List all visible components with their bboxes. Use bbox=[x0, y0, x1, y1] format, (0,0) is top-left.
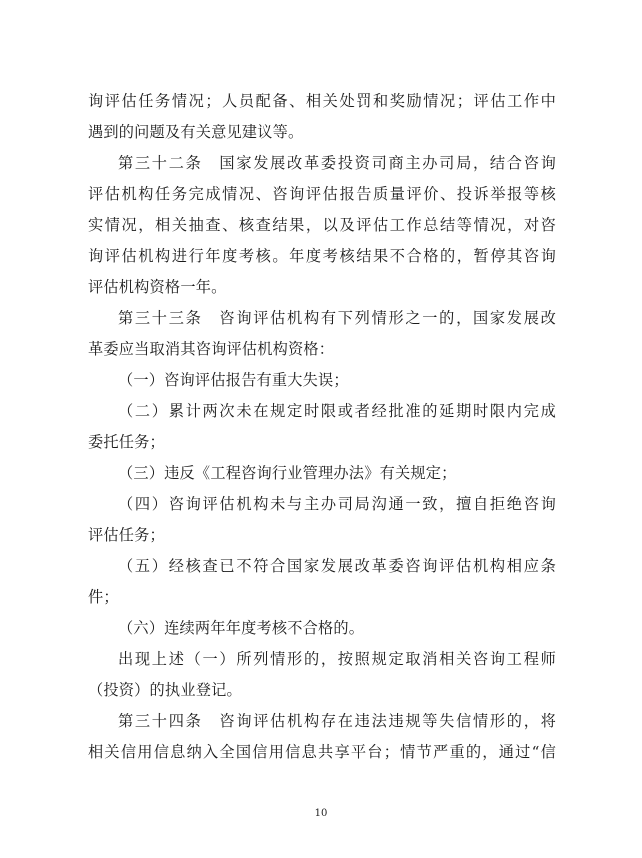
text-line: 询评估任务情况；人员配备、相关处罚和奖励情况；评估工作中 bbox=[88, 92, 556, 110]
text-line: 遇到的问题及有关意见建议等。 bbox=[88, 123, 304, 141]
text-line: 件； bbox=[88, 588, 119, 606]
text-line: 革委应当取消其咨询评估机构资格： bbox=[88, 340, 335, 358]
list-item-4: （四）咨询评估机构未与主办司局沟通一致，擅自拒绝咨询 bbox=[118, 495, 556, 513]
text-line: 实情况，相关抽查、核查结果，以及评估工作总结等情况，对咨 bbox=[88, 216, 556, 234]
article-32-heading-line: 第三十二条 国家发展改革委投资司商主办司局，结合咨询 bbox=[118, 154, 556, 172]
text-line: （投资）的执业登记。 bbox=[88, 681, 242, 699]
page-number: 10 bbox=[314, 808, 328, 819]
text-line: 询评估机构进行年度考核。年度考核结果不合格的，暂停其咨询 bbox=[88, 247, 556, 265]
text-line: 委托任务； bbox=[88, 433, 165, 451]
body-text bbox=[88, 86, 556, 768]
text-line: 评估机构资格一年。 bbox=[88, 278, 227, 296]
text-line: 出现上述（一）所列情形的，按照规定取消相关咨询工程师 bbox=[118, 650, 556, 668]
article-34-heading-line: 第三十四条 咨询评估机构存在违法违规等失信情形的，将 bbox=[118, 712, 556, 730]
list-item-1: （一）咨询评估报告有重大失误； bbox=[118, 371, 349, 389]
text-line: 评估机构任务完成情况、咨询评估报告质量评价、投诉举报等核 bbox=[88, 185, 556, 203]
list-item-2: （二）累计两次未在规定时限或者经批准的延期时限内完成 bbox=[118, 402, 556, 420]
text-line: 相关信用信息纳入全国信用信息共享平台；情节严重的，通过“信 bbox=[88, 743, 556, 761]
list-item-3: （三）违反《工程咨询行业管理办法》有关规定； bbox=[118, 464, 457, 482]
text-line: 评估任务； bbox=[88, 526, 165, 544]
list-item-5: （五）经核查已不符合国家发展改革委咨询评估机构相应条 bbox=[118, 557, 556, 575]
article-33-heading-line: 第三十三条 咨询评估机构有下列情形之一的，国家发展改 bbox=[118, 309, 556, 327]
list-item-6: （六）连续两年年度考核不合格的。 bbox=[118, 619, 365, 637]
